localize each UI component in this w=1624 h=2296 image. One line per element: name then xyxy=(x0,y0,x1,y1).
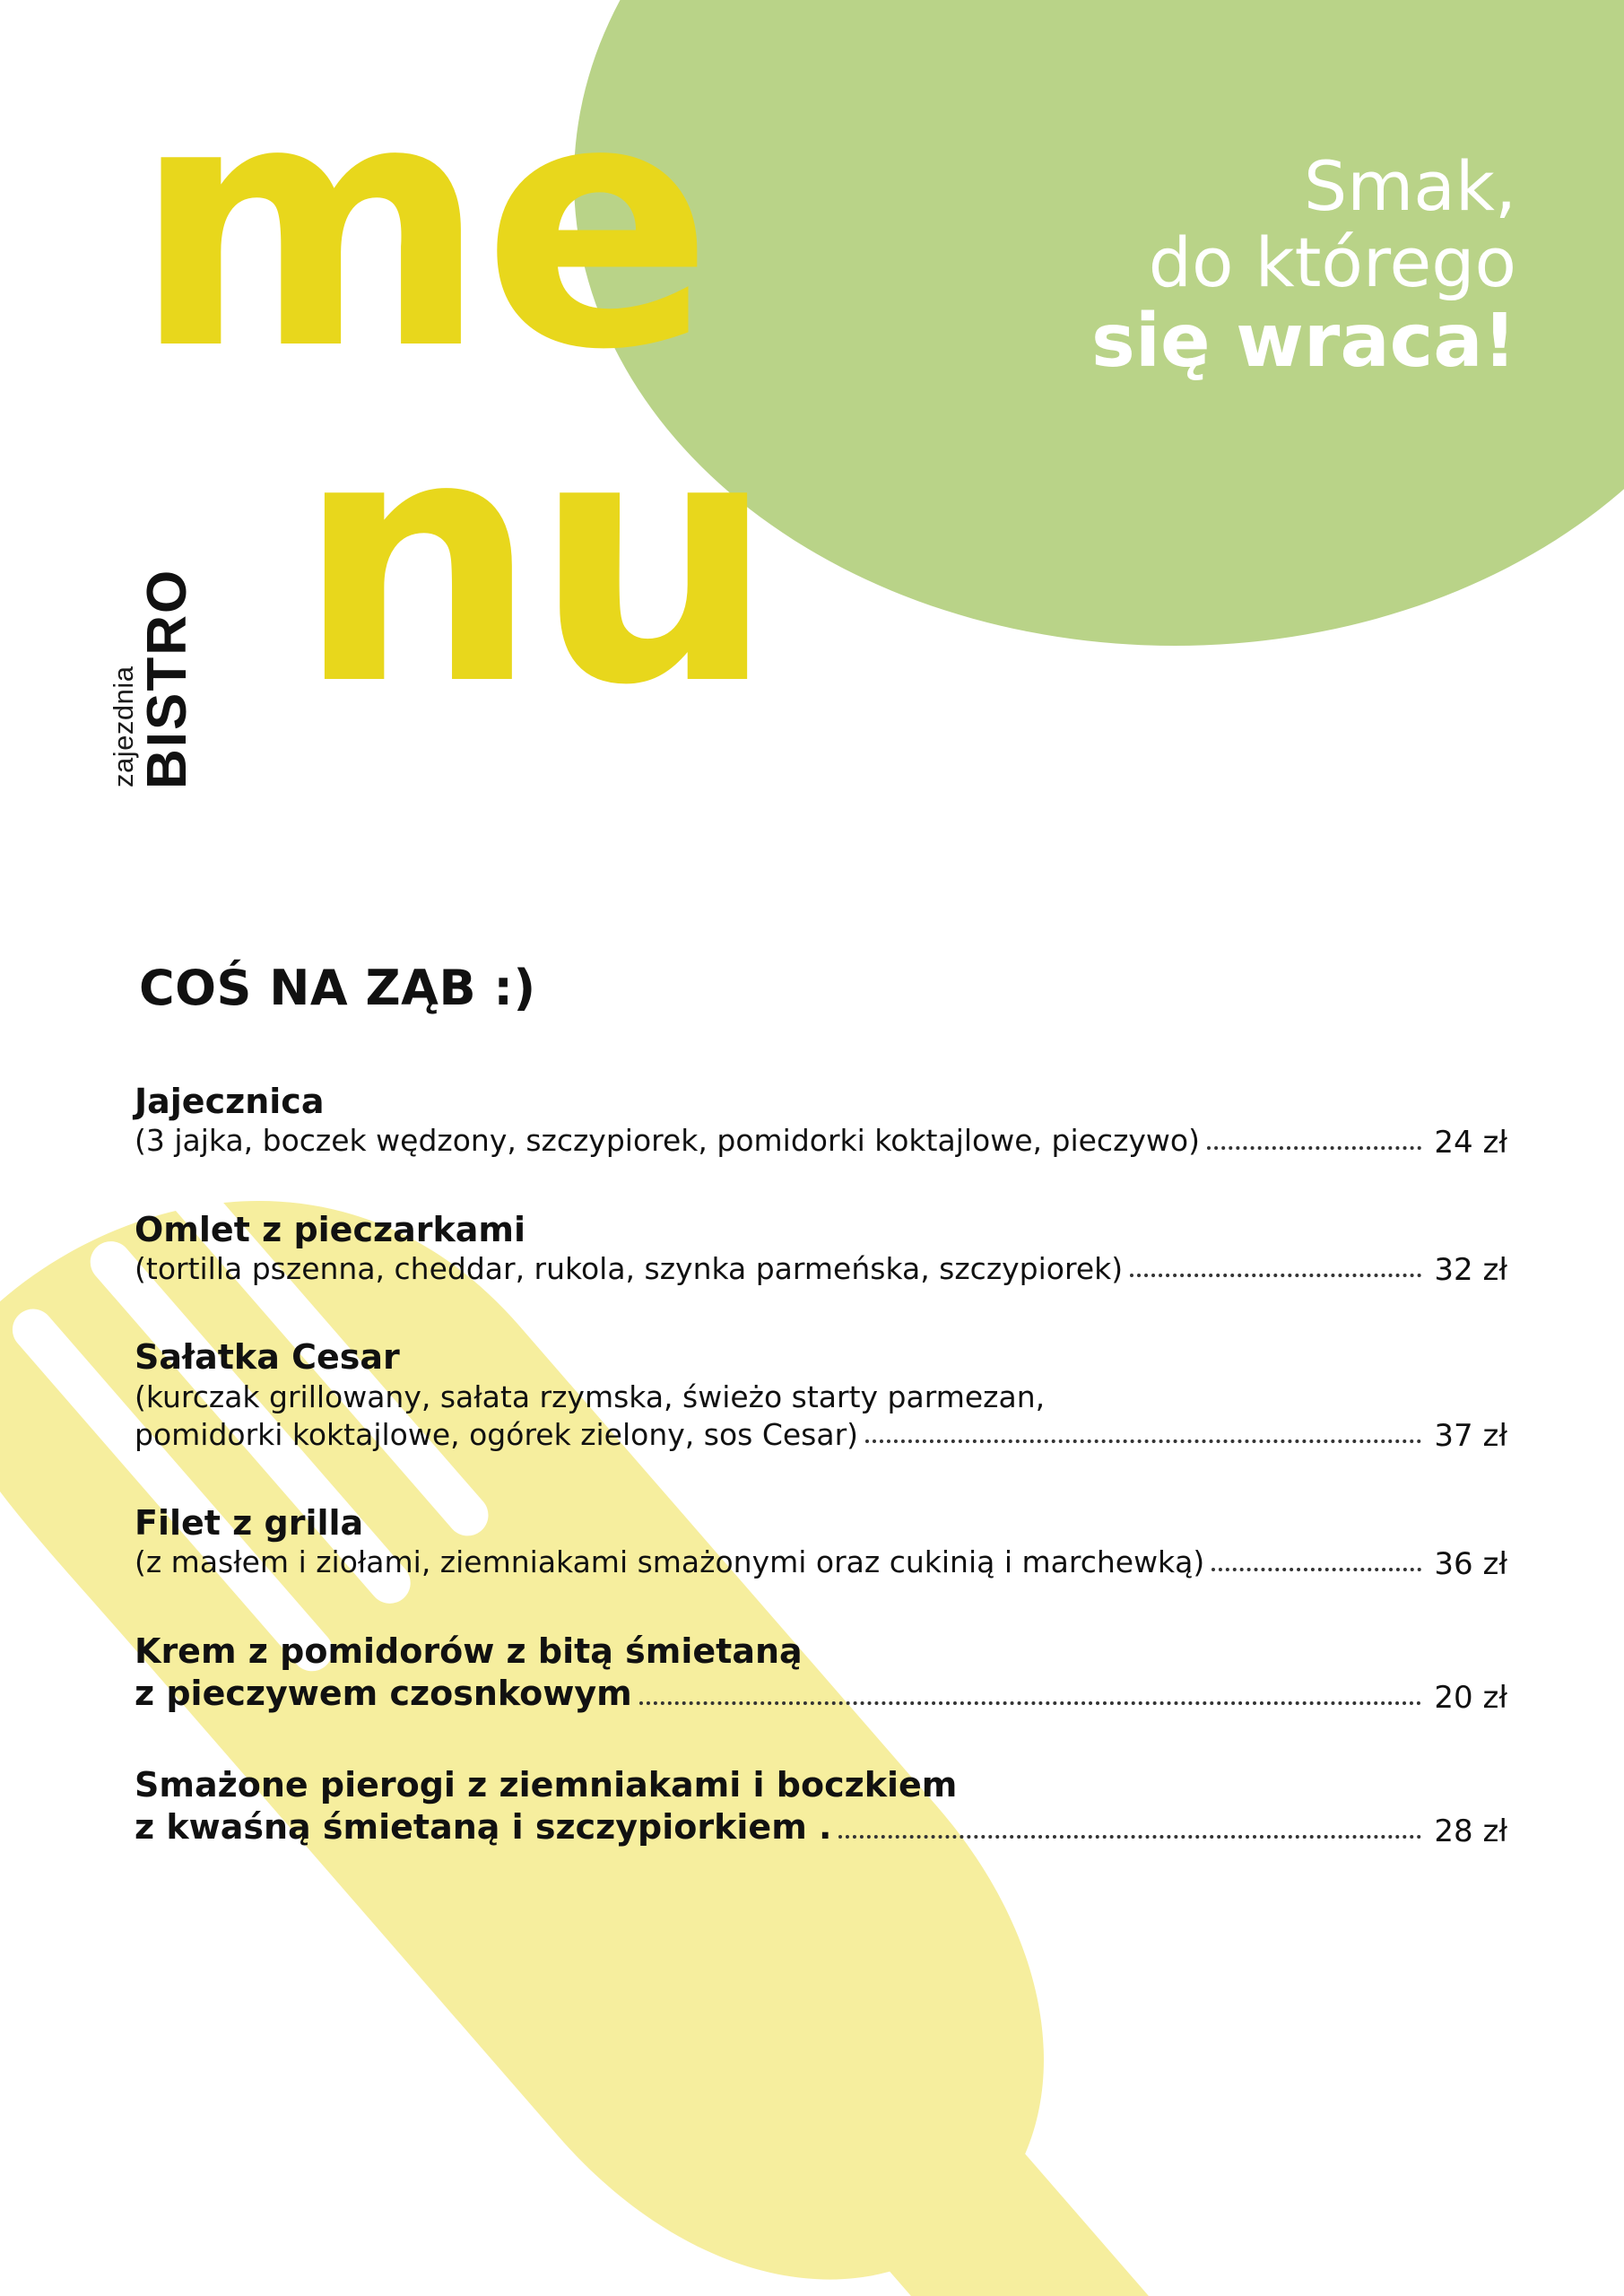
menu-item-name: Sałatka Cesar xyxy=(135,1337,400,1378)
menu-item xyxy=(135,1209,1507,1289)
section-title: COŚ NA ZĄB :) xyxy=(139,960,536,1016)
leader-dots xyxy=(1130,1273,1421,1277)
menu-item xyxy=(135,1631,1507,1716)
menu-item-description: (3 jajka, boczek wędzony, szczypiorek, pomidorki koktajlowe, pieczywo) xyxy=(135,1123,1200,1159)
bistro-sublabel: zajezdnia xyxy=(108,665,139,787)
tagline xyxy=(1091,148,1516,383)
menu-item-description: z kwaśną śmietaną i szczypiorkiem . xyxy=(135,1806,832,1847)
menu-item-price: 20 zł xyxy=(1434,1679,1507,1716)
menu-item-description-line-2: pomidorki koktajlowe, ogórek zielony, sos Cesar) xyxy=(135,1416,859,1452)
menu-item-name: Jajecznica xyxy=(135,1082,325,1121)
tagline-line-1: Smak, xyxy=(1303,146,1516,226)
menu-item-description-line-1: (kurczak grillowany, sałata rzymska, świeżo starty parmezan, xyxy=(135,1378,1046,1414)
menu-item-name: Smażone pierogi z ziemniakami i boczkiem xyxy=(135,1764,958,1805)
menu-item-description: (z masłem i ziołami, ziemniakami smażonymi oraz cukinią i marchewką) xyxy=(135,1544,1205,1580)
menu-item xyxy=(135,1336,1507,1454)
menu-item-name: Krem z pomidorów z bitą śmietaną xyxy=(135,1631,803,1671)
menu-item-price: 37 zł xyxy=(1434,1418,1507,1455)
logo-text-nu: nu xyxy=(296,362,771,760)
leader-dots xyxy=(639,1700,1422,1705)
menu-item-description: (tortilla pszenna, cheddar, rukola, szynka parmeńska, szczypiorek) xyxy=(135,1250,1124,1286)
tagline-line-3: się wraca! xyxy=(1091,299,1516,385)
bistro-label: BISTRO xyxy=(136,568,198,789)
menu-item-price: 28 zł xyxy=(1434,1813,1507,1849)
menu-item-price: 36 zł xyxy=(1434,1545,1507,1582)
logo-text-me: me xyxy=(133,27,708,424)
leader-dots xyxy=(865,1439,1421,1443)
menu-item xyxy=(135,1764,1507,1849)
menu-item xyxy=(135,1081,1507,1161)
leader-dots xyxy=(1211,1567,1421,1571)
tagline-line-2: do którego xyxy=(1148,222,1516,303)
menu-body xyxy=(0,960,1624,1898)
menu-item-name: Filet z grilla xyxy=(135,1503,364,1544)
leader-dots xyxy=(838,1834,1421,1839)
menu-items-list xyxy=(135,1081,1507,1849)
bistro-logo xyxy=(9,568,314,789)
menu-item-description: z pieczywem czosnkowym xyxy=(135,1673,632,1713)
menu-header xyxy=(0,0,1624,924)
menu-item-price: 32 zł xyxy=(1434,1252,1507,1289)
menu-item-name: Omlet z pieczarkami xyxy=(135,1209,525,1249)
menu-item-price: 24 zł xyxy=(1434,1124,1507,1161)
menu-item xyxy=(135,1502,1507,1582)
leader-dots xyxy=(1207,1145,1421,1150)
